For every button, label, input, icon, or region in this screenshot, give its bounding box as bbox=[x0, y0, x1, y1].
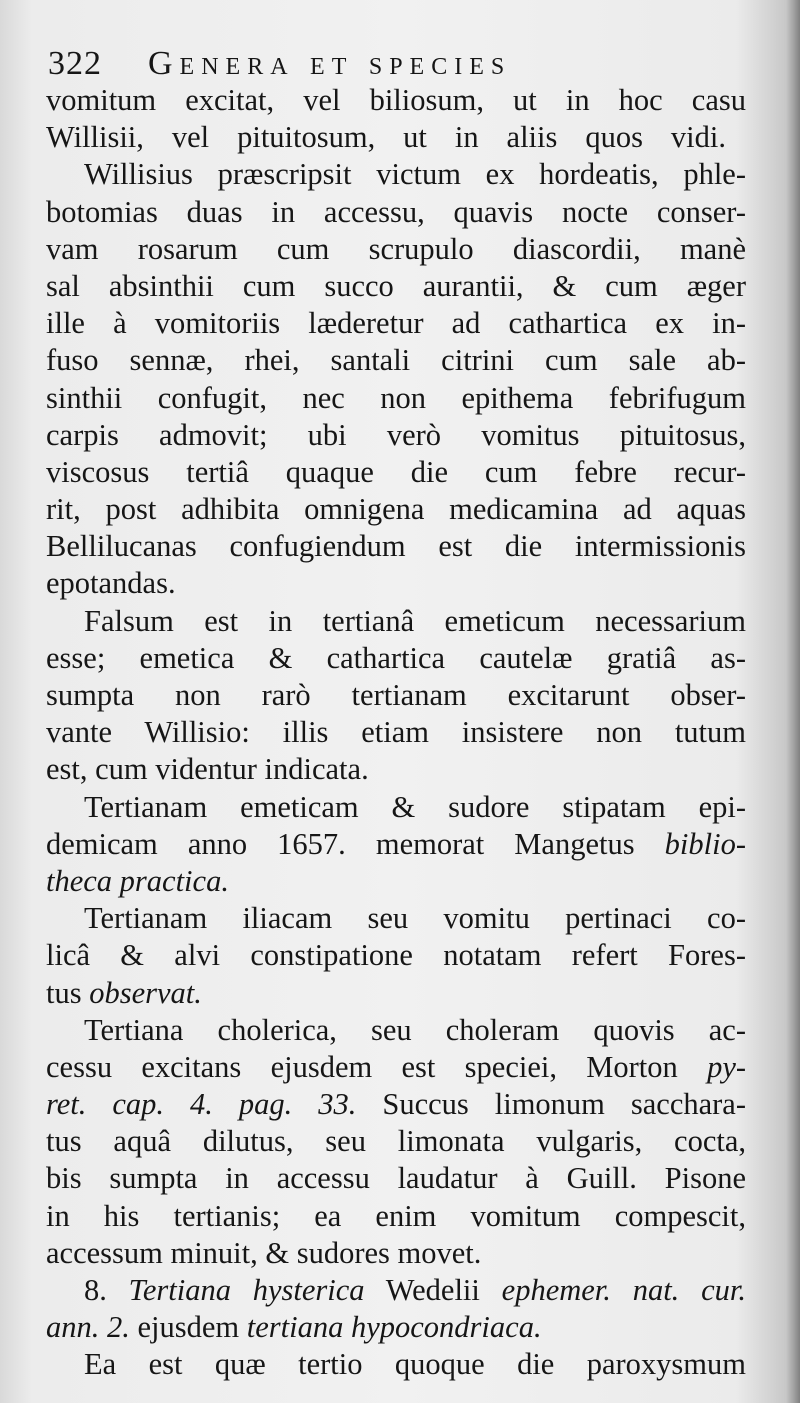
text-line: vomitum excitat, vel biliosum, ut in hoc casu bbox=[46, 83, 746, 117]
text-line: licâ & alvi constipatione notatam refert Fores- bbox=[46, 938, 746, 973]
text-line: theca practica. bbox=[46, 863, 229, 898]
text-line: ret. cap. 4. pag. 33. Succus limonum sacchara- bbox=[46, 1087, 747, 1122]
text-line: epotandas. bbox=[46, 566, 176, 601]
text-line: cessu excitans ejusdem est speciei, Morton py- bbox=[46, 1049, 747, 1084]
paragraph-first-line: Tertianam emeticam & sudore stipatam epi- bbox=[84, 789, 746, 824]
text-line: ille à vomitoriis læderetur ad cathartica ex in- bbox=[46, 306, 746, 341]
paragraph-first-line: Falsum est in tertianâ emeticum necessarium bbox=[84, 603, 746, 638]
text-line: rit, post adhibita omnigena medicamina ad aquas bbox=[46, 492, 746, 527]
text-line: demicam anno 1657. memorat Mangetus biblio- bbox=[46, 826, 747, 861]
page-edge-shadow bbox=[786, 0, 800, 1403]
text-line: vam rosarum cum scrupulo diascordii, manè bbox=[46, 231, 746, 266]
text-line: viscosus tertiâ quaque die cum febre recur- bbox=[46, 454, 746, 489]
text-line: vante Willisio: illis etiam insistere non tutum bbox=[46, 715, 746, 750]
text-line: Willisii, vel pituitosum, ut in aliis quos vidi. bbox=[46, 120, 726, 155]
paragraph-first-line: Tertiana cholerica, seu choleram quovis ac- bbox=[84, 1012, 746, 1047]
text-line: ann. 2. ejusdem tertiana hypocondriaca. bbox=[46, 1310, 542, 1345]
page-number: 322 bbox=[48, 45, 102, 82]
paragraph-first-line: Tertianam iliacam seu vomitu pertinaci co- bbox=[84, 901, 746, 936]
text-line: tus aquâ dilutus, seu limonata vulgaris, cocta, bbox=[46, 1124, 746, 1159]
text-line: tus observat. bbox=[46, 975, 202, 1010]
text-line: est, cum videntur indicata. bbox=[46, 752, 369, 787]
text-line: botomias duas in accessu, quavis nocte conser- bbox=[46, 194, 746, 229]
running-title: Genera et species bbox=[148, 45, 512, 82]
paragraph-first-line: Willisius præscripsit victum ex hordeatis, phle- bbox=[84, 157, 746, 192]
paragraph-first-line: Ea est quæ tertio quoque die paroxysmum bbox=[84, 1347, 746, 1382]
running-head bbox=[48, 42, 648, 86]
text-line: sal absinthii cum succo aurantii, & cum æger bbox=[46, 268, 746, 303]
text-line: accessum minuit, & sudores movet. bbox=[46, 1235, 482, 1270]
paragraph-first-line: 8. Tertiana hysterica Wedelii ephemer. nat. cur. bbox=[84, 1273, 747, 1307]
text-line: sinthii confugit, nec non epithema febrifugum bbox=[46, 380, 746, 415]
text-line: esse; emetica & cathartica cautelæ gratiâ as- bbox=[46, 640, 746, 675]
text-line: bis sumpta in accessu laudatur à Guill. Pisone bbox=[46, 1161, 746, 1196]
text-line: sumpta non rarò tertianam excitarunt obser- bbox=[46, 678, 746, 712]
text-line: fuso sennæ, rhei, santali citrini cum sale ab- bbox=[46, 343, 746, 378]
text-line: in his tertianis; ea enim vomitum compescit, bbox=[46, 1198, 746, 1233]
text-line: carpis admovit; ubi verò vomitus pituitosus, bbox=[46, 417, 746, 452]
text-body bbox=[46, 82, 746, 1384]
text-line: Bellilucanas confugiendum est die intermissionis bbox=[46, 529, 746, 564]
